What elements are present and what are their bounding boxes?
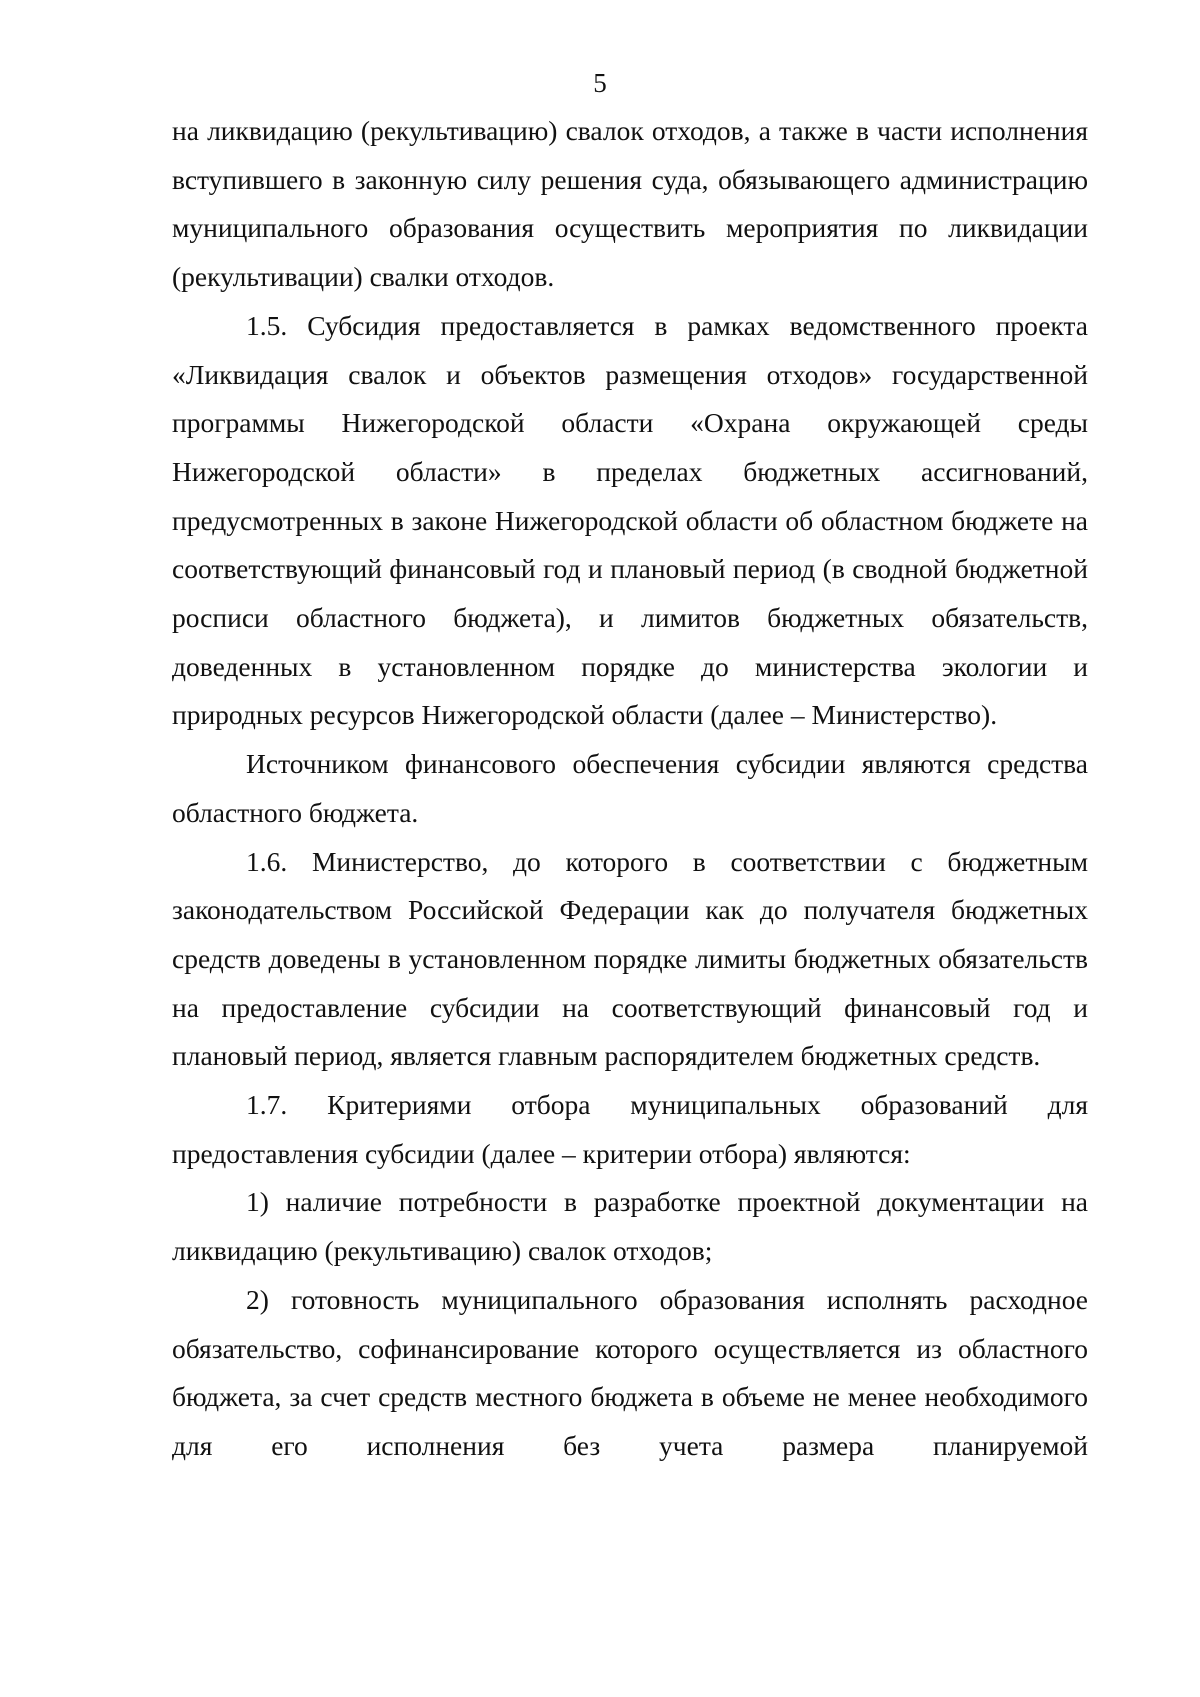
paragraph-continuation: на ликвидацию (рекультивацию) свалок отходов, а также в части исполнения вступившего в законную силу решения суда, обязывающего администрацию муниципального образования осуществить мероприятия по ликвидации (рекультивации) свалки отходов. <box>172 115 1088 293</box>
paragraph-1-6: 1.6. Министерство, до которого в соответствии с бюджетным законодательством Российской Федерации как до получателя бюджетных средств доведены в установленном порядке лимиты бюджетных обязательств на предоставление субсидии на соответствующий финансовый год и плановый период, является главным распорядителем бюджетных средств. <box>172 845 1088 1072</box>
list-item-2: 2) готовность муниципального образования исполнять расходное обязательство, софинансирование которого осуществляется из областного бюджета, за счет средств местного бюджета в объеме не менее необходимого для его исполнения без учета размера планируемой <box>172 1283 1088 1461</box>
list-item-1: 1) наличие потребности в разработке проектной документации на ликвидацию (рекультивацию) свалок отходов; <box>172 1186 1088 1267</box>
document-body <box>172 107 1088 1471</box>
paragraph-1-7: 1.7. Критериями отбора муниципальных образований для предоставления субсидии (далее – критерии отбора) являются: <box>172 1089 1088 1169</box>
paragraph-1-5: 1.5. Субсидия предоставляется в рамках ведомственного проекта «Ликвидация свалок и объектов размещения отходов» государственной программы Нижегородской области «Охрана окружающей среды Нижегородской области» в пределах бюджетных ассигнований, предусмотренных в законе Нижегородской области об областном бюджете на соответствующий финансовый год и плановый период (в сводной бюджетной росписи областного бюджета), и лимитов бюджетных обязательств, доведенных в установленном порядке до министерства экологии и природных ресурсов Нижегородской области (далее – Министерство). <box>172 309 1088 731</box>
page-number: 5 <box>593 68 607 98</box>
paragraph-funding-source: Источником финансового обеспечения субсидии являются средства областного бюджета. <box>172 748 1088 828</box>
